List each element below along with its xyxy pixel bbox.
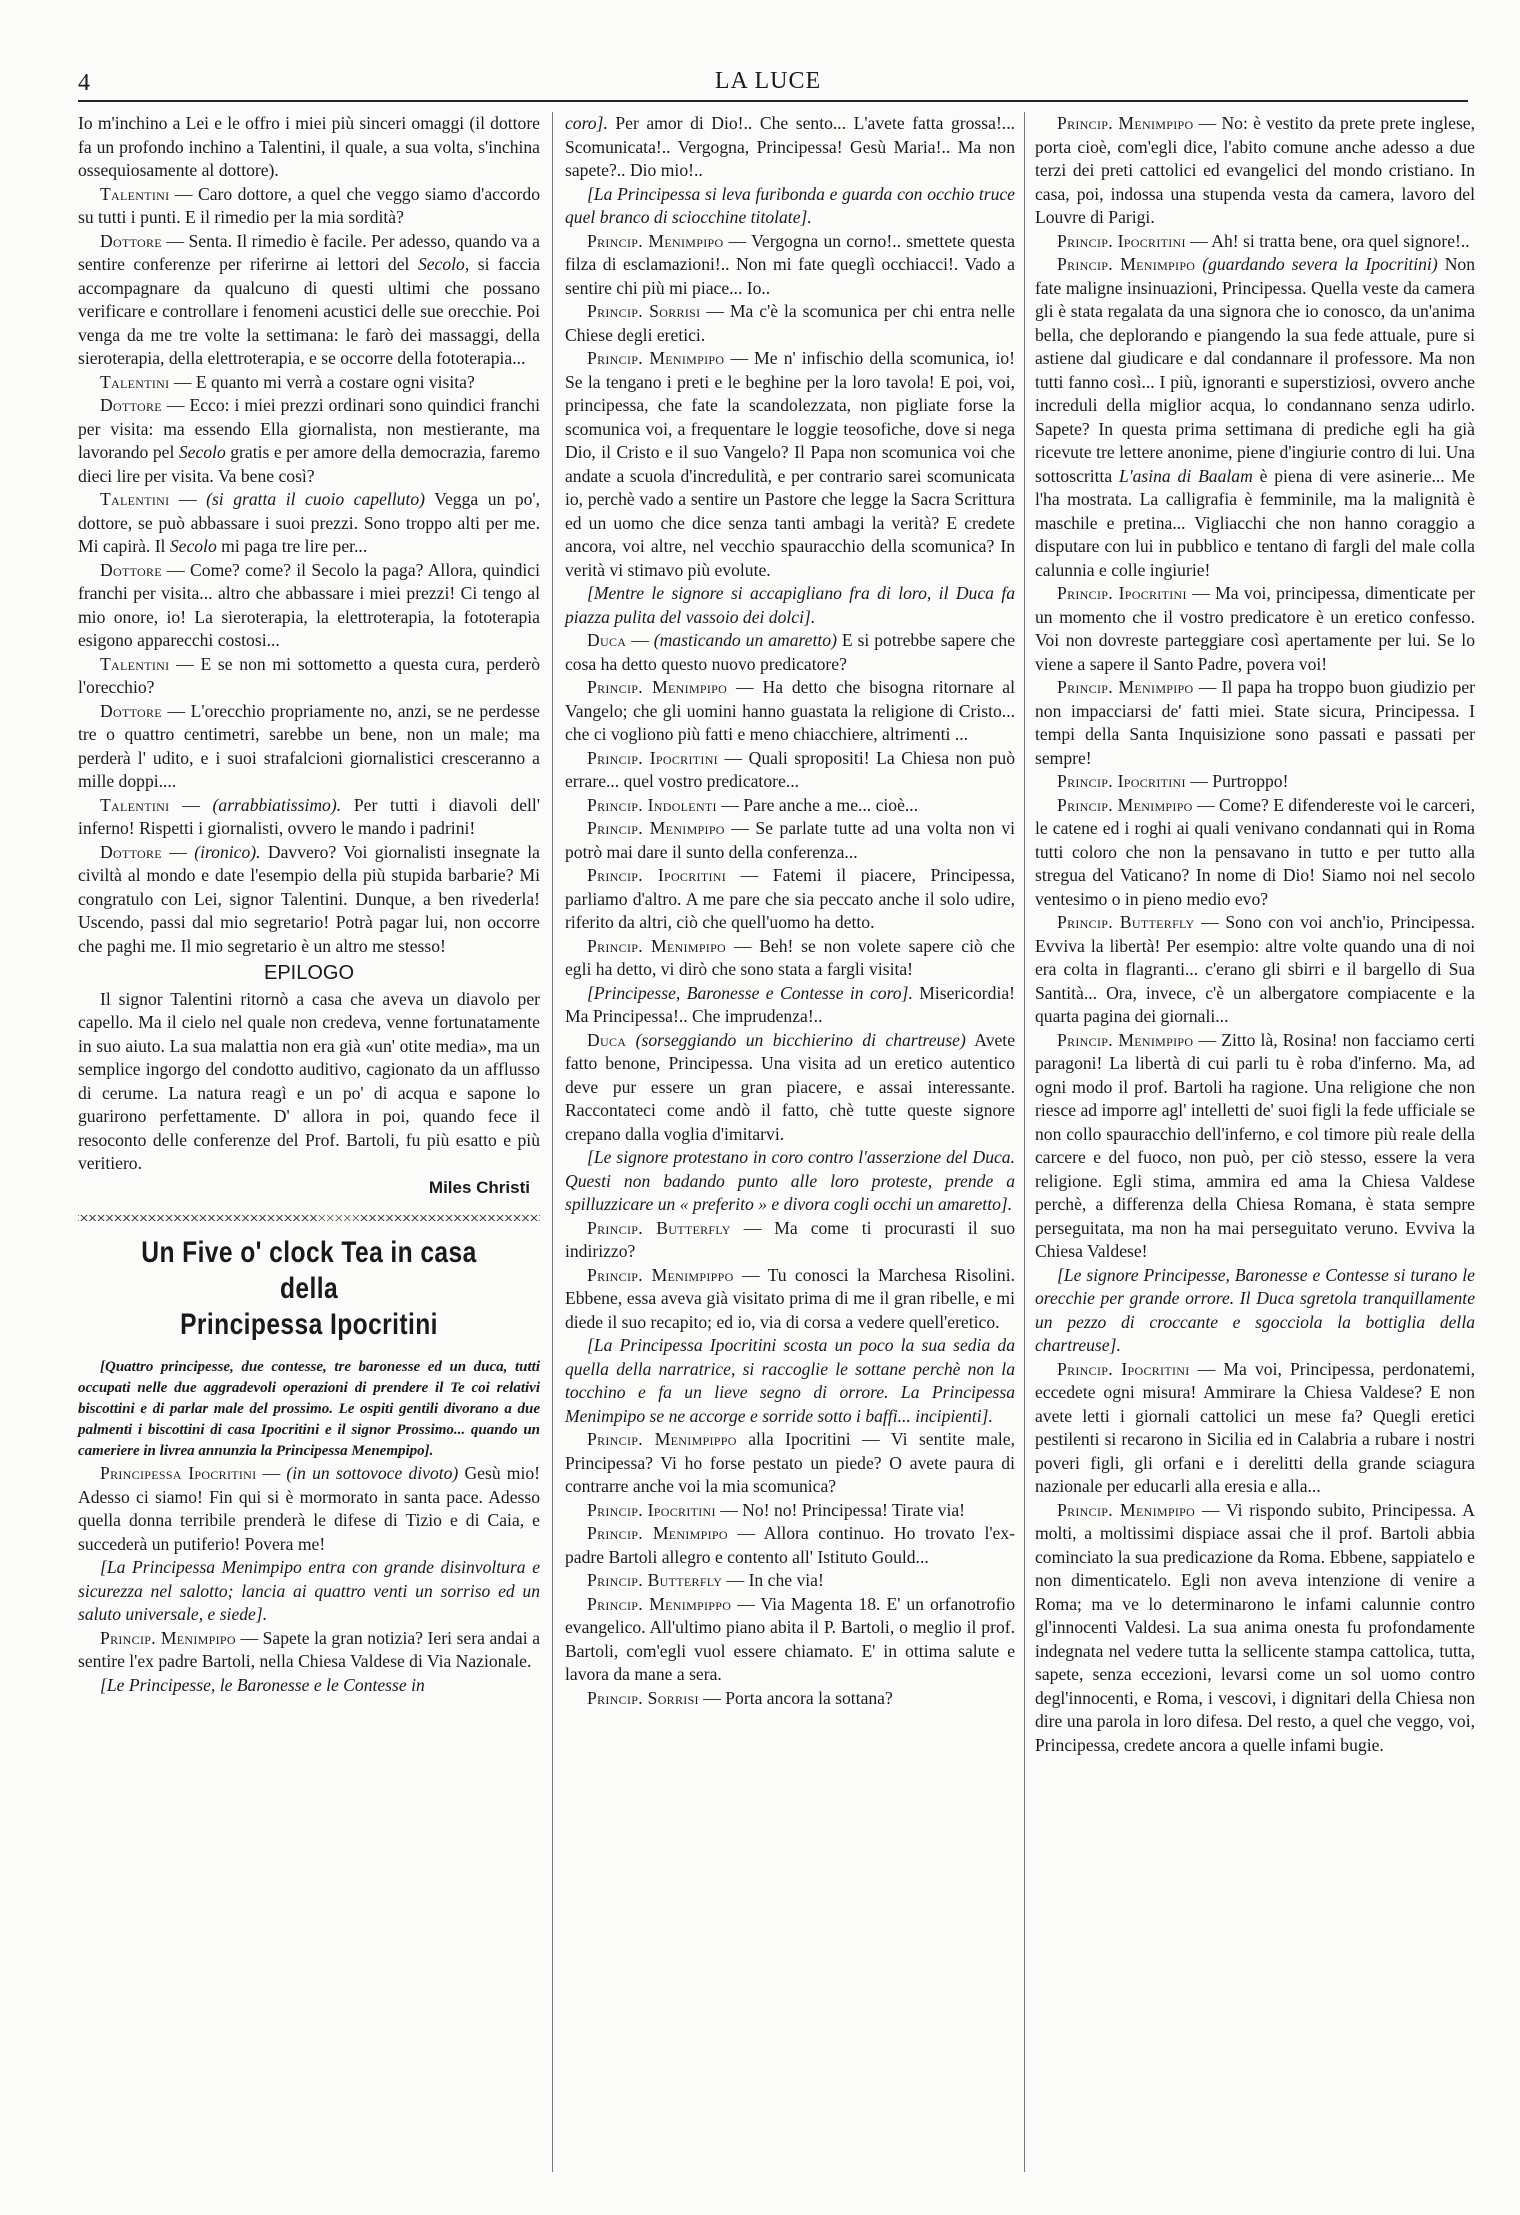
- article-title: [120, 1235, 499, 1343]
- speaker: Princip. Menimpippo: [587, 1429, 737, 1449]
- speaker: Dottore: [100, 700, 162, 721]
- stage-direction: [La Principessa Ipocritini scosta un poco la sua sedia da quella della narratrice, si raccoglie le sottane perchè non la tocchino e fa un lieve segno di orrore. La Principessa Menimpipo se ne accorge e sorride sotto i baffi... incipienti].: [565, 1335, 1015, 1426]
- speech: — Vergogna un corno!.. smettete questa filza di esclamazioni!.. Non mi fate queglì occhiacci!. Vado a sentire chi più mi piace... Io..: [565, 230, 1015, 298]
- speech: — Ma come ti procurasti il suo indirizzo?: [565, 1217, 1016, 1261]
- speaker: Princip. Ipocritini: [587, 747, 718, 768]
- speech: — Ah! si tratta bene, ora quel signore!..: [1185, 230, 1470, 251]
- speech: — E quanto mi verrà a costare ogni visita?: [169, 371, 475, 392]
- dialogue-line: [565, 1687, 1015, 1711]
- dialogue-line: [1035, 911, 1475, 1029]
- speaker: Princip. Ipocritini: [1057, 230, 1186, 251]
- speaker: Dottore: [100, 559, 162, 580]
- speech: — Vi rispondo subito, Principessa. A molti, a moltissimi dispiace assai che il prof. Bartoli abbia cominciato la sua predicazione da Roma. Ebbene, sappiatelo e non dimenticatelo. Egli non aveva intenzione di venire a Roma; ma ve lo determinarono le infami calunnie contro gl'innocenti Valdesi. La sua anima onesta fu profondamente indegnata nel vedere tutta la sellicente stampa cattolica, tutta, sapete, senza eccezioni, levarsi come un sol uomo contro degl'innocenti, e Roma, i vescovi, i dignitari della Chiesa non dire una parola in loro difesa. Del resto, a quel che veggo, voi, Principessa, credete ancora a quelle infami bugie.: [1035, 1499, 1476, 1755]
- speaker: Princip. Butterfly: [587, 1217, 731, 1238]
- speech: — Ma c'è la scomunica per chi entra nelle Chiese degli eretici.: [565, 301, 1015, 345]
- dialogue-line: [78, 653, 540, 700]
- stage-direction: [Mentre le signore si accapigliano fra di loro, il Duca fa piazza pulita del vassoio dei dolci].: [565, 583, 1015, 627]
- stage-direction: (sorseggiando un bicchierino di chartreuse): [635, 1029, 966, 1050]
- stage-direction: [Le signore Principesse, Baronesse e Contesse si turano le orecchie per grande orrore. Il Duca sgretola tranquillamente un pezzo di croccante e sgocciola la bottiglia della chartreuse].: [1035, 1264, 1475, 1355]
- dialogue-line: [565, 747, 1015, 794]
- speech: — Come? E difendereste voi le carceri, le catene ed i roghi ai quali venivano condannati qui in Roma tutti coloro che non la pensavano in tutto e per tutto alla stregua del Vaticano? In nome di Dio! Siamo noi nel secolo ventesimo o in pieno medio evo?: [1035, 794, 1475, 909]
- speech: gratis e per amore della democrazia, faremo dieci lire per visita. Va bene così?: [78, 442, 541, 486]
- speaker: Princip. Menimpipo: [1057, 1499, 1196, 1520]
- speaker: Talentini: [100, 183, 170, 204]
- speaker: Princip. Sorrisi: [587, 301, 701, 321]
- paragraph: Io m'inchino a Lei e le offro i miei più sinceri omaggi (il dottore fa un profondo inchino a Talentini, il quale, a sua volta, s'inchina ossequiosamente al dottore).: [78, 113, 540, 180]
- speech: — L'orecchio propriamente no, anzi, se ne perdesse tre o quattro centimetri, sarebbe un bene, non un male; ma perderà l' udito, e i suoi strafalcioni giornalistici cresceranno a mille doppi....: [78, 700, 540, 791]
- speech: — Il papa ha troppo buon giudizio per non impacciarsi de' fatti miei. State sicura, Principessa. I tempi della Santa Inquisizione sono passati e passati per sempre!: [1035, 677, 1475, 768]
- dialogue-line: [565, 676, 1015, 747]
- dialogue-line: [565, 1217, 1015, 1264]
- author-signature: Miles Christi: [428, 1177, 530, 1197]
- speaker: Duca: [587, 630, 627, 650]
- dialogue-line: [565, 794, 1015, 818]
- column-1: [78, 112, 540, 1697]
- speech: Per tutti i diavoli dell' inferno! Rispetti i giornalisti, ovvero le mando i padrini!: [78, 794, 540, 838]
- page-number: 4: [78, 70, 90, 96]
- speech: — Fatemi il piacere, Principessa, parliamo d'altro. A me pare che sia peccato anche il solo udire, riferito da altri, ciò che quell'uomo ha detto.: [565, 865, 1016, 932]
- speech: — Come? come? il Secolo la paga? Allora, quindici franchi per visita... altro che abbassare i miei prezzi! Ci tengo al mio onore, io! La sieroterapia, la elettroterapia, la fototerapia esigono apparecchi costosi...: [78, 559, 540, 650]
- dialogue-line: [565, 1499, 1015, 1523]
- stage-direction: [La Principessa si leva furibonda e guarda con occhio truce quel branco di sciocchine titolate].: [565, 183, 1015, 227]
- speaker: Princip. Menimpipo: [1057, 677, 1194, 697]
- dialogue-line: Principessa Ipocritini — (in un sottovoce divoto) Gesù mio! Adesso ci siamo! Fin qui si è mormorato in santa pace. Adesso quella donna terribile prenderà le difese di Tizio e di Caia, e succederà un putiferio! Povera me!: [78, 1463, 541, 1554]
- speech: Non fate maligne insinuazioni, Principessa. Quella veste da camera gli è stata regalata da una signora che io conosco, da un'anima bella, che deplorando e piangendo la sua fede attuale, pure si astiene dal giudicare e dal condannare il professore. Ma non tutti fanno così... I più, ignoranti e superstiziosi, ovvero anche increduli della miglior acqua, lo condannano senza udirlo. Sapete? In questa prima settimana di prediche egli ha già ricevute tre lettere anonime, piene d'ingiurie contro di lui. Una sottoscritta: [1035, 254, 1476, 486]
- dialogue-line: [565, 935, 1015, 982]
- speech: — Ha detto che bisogna ritornare al Vangelo; che gli uomini hanno guastata la religione di Cristo... che ci vogliono più fatti e meno chiacchiere, altrimenti ...: [565, 677, 1015, 744]
- stage-direction: coro].: [565, 113, 608, 133]
- speaker: Princip. Butterfly: [587, 1570, 723, 1590]
- wavy-divider: [78, 1211, 540, 1225]
- speaker: Princip. Menimpippo: [587, 1593, 732, 1614]
- speaker: Princip. Ipocritini: [1057, 1358, 1190, 1379]
- speech: — E se non mi sottometto a questa cura, perderò l'orecchio?: [78, 653, 540, 697]
- speaker: Principessa Ipocritini: [100, 1463, 257, 1483]
- dialogue-line: [1035, 1029, 1475, 1264]
- dialogue-line: [1035, 770, 1475, 794]
- masthead-title: LA LUCE: [714, 68, 822, 94]
- speech: , si faccia accompagnare da qualcuno di questi ultimi che possano verificare e controllare i fenomeni acustici delle sue orecchie. Poi venga da me tre volte la settimana: le farò dei massaggi, della sieroterapia, della elettroterapia, e se occorre della fototerapia...: [78, 254, 541, 368]
- dialogue-line: [565, 112, 1015, 183]
- speech: — Porta ancora la sottana?: [698, 1687, 893, 1708]
- stage-direction: (si gratta il cuoio capelluto): [206, 489, 426, 509]
- dialogue-line: [78, 371, 540, 395]
- dialogue-line: [1035, 112, 1475, 230]
- dialogue-line: [1035, 253, 1475, 582]
- epilogo-heading: EPILOGO: [263, 962, 355, 984]
- dialogue-line: Talentini — (arrabbiatissimo). Per tutti i diavoli dell' inferno! Rispetti i giornalisti, ovvero le mando i padrini!: [78, 794, 540, 838]
- dialogue-line: [78, 183, 540, 230]
- stage-direction: (masticando un amaretto): [653, 630, 837, 650]
- speaker: Princip. Ipocritini: [1057, 771, 1186, 791]
- speech: — No! no! Principessa! Tirate via!: [715, 1499, 966, 1520]
- newspaper-name: Secolo: [178, 442, 226, 462]
- dialogue-line: [1035, 1499, 1475, 1758]
- stage-direction: (in un sottovoce divoto): [286, 1463, 459, 1483]
- speech: Vegga un po', dottore, se può abbassare i suoi prezzi. Sono troppo alti per me. Mi capirà. Il: [78, 489, 541, 556]
- speech: — Zitto là, Rosina! non facciamo certi paragoni! La libertà di cui parli tu è roba d'inferno. Ma, ad ogni modo il prof. Bartoli ha ragione. Una religione che non riesce ad imporre agl' intelletti de' suoi figli la fede ufficiale se non collo spauracchio dell'inferno, e col timore più reale della carcere e del fuoco, non può, per ciò stesso, essere la vera religione. Egli stima, ammira ed ama la Chiesa Valdese perchè, a differenza della Chiesa Romana, è stata sempre perseguitata, ma non ha mai perseguitato veruno. Evviva la Chiesa Valdese!: [1035, 1029, 1476, 1261]
- speech: Per amor di Dio!.. Che sento... L'avete fatta grossa!... Scomunicata!.. Vergogna, Principessa! Gesù Maria!.. Ma non sapete?.. Dio mio!..: [565, 113, 1015, 180]
- speaker: Princip. Butterfly: [1057, 912, 1195, 932]
- speaker: Princip. Menimpipo: [1057, 794, 1193, 815]
- column-separator: [1024, 112, 1025, 2172]
- newspaper-name: Secolo: [417, 254, 465, 274]
- speaker: Princip. Menimpipo: [587, 1523, 728, 1543]
- speech: — Sapete la gran notizia? Ieri sera andai a sentire l'ex padre Bartoli, nella Chiesa Valdese di Via Nazionale.: [78, 1627, 540, 1671]
- article-title-line: Un Five o' clock Tea in casa della: [141, 1236, 477, 1305]
- speech: — Ma voi, principessa, dimenticate per un momento che il vostro predicatore è un eretico confesso. Voi non dovreste parteggiare così apertamente per lui. Se lo viene a sapere il Santo Padre, povera voi!: [1035, 583, 1475, 674]
- dialogue-line: [565, 1264, 1015, 1335]
- speech: — Senta. Il rimedio è facile. Per adesso, quando va a sentire conferenze per riferirne ai lettori del: [78, 230, 540, 274]
- dialogue-line: [78, 394, 540, 488]
- stage-direction: [La Principessa Menimpipo entra con grande disinvoltura e sicurezza nel salotto; lancia ai quattro venti un sorriso ed un saluto universale, e siede].: [78, 1557, 540, 1624]
- dialogue-line: [78, 700, 540, 794]
- speaker: Princip. Indolenti: [587, 794, 717, 815]
- stage-direction: [Le Principesse, le Baronesse e le Contesse in: [100, 1674, 425, 1695]
- dialogue-line: [565, 300, 1015, 347]
- stage-direction: (guardando severa la Ipocritini): [1202, 254, 1438, 274]
- speech: — Allora continuo. Ho trovato l'ex-padre Bartoli allegro e contento all' Istituto Gould...: [565, 1523, 1016, 1567]
- dialogue-line: Duca — (masticando un amaretto) E si potrebbe sapere che cosa ha detto questo nuovo predicatore?: [565, 630, 1016, 674]
- speech: E si potrebbe sapere che cosa ha detto questo nuovo predicatore?: [565, 630, 1016, 674]
- column-2: [565, 112, 1015, 1710]
- stage-direction: (arrabbiatissimo).: [212, 794, 342, 815]
- dialogue-line: [565, 817, 1015, 864]
- speaker: Dottore: [100, 230, 162, 251]
- dialogue-line: [1035, 230, 1475, 254]
- speaker: Princip. Menimpipo: [587, 935, 727, 956]
- dialogue-line: [565, 1593, 1015, 1687]
- speech: Avete fatto benone, Principessa. Una visita ad un eretico autentico deve pur essere un gran piacere, e assai interessante. Raccontateci come andò il fatto, chè tutte queste signore crepano dalla voglia d'imitarvi.: [565, 1029, 1016, 1144]
- speech: — Purtroppo!: [1185, 771, 1289, 791]
- column-separator: [552, 112, 553, 2172]
- dialogue-line: [565, 1522, 1015, 1569]
- dialogue-line: [78, 230, 540, 371]
- speech: — Ma voi, Principessa, perdonatemi, eccedete ogni misura! Ammirare la Chiesa Valdese? E non avete letti i giornali cattolici un mese fa? Quegli eretici pestilenti si recarono in Sicilia ed in Calabria a rubare i nostri poveri figli, gli orfani e i derelitti della grande sciagura nazionale per educarli alla eresia e alla...: [1035, 1358, 1475, 1496]
- header-rule: [78, 100, 1468, 102]
- speaker: Princip. Menimpipo: [1057, 113, 1194, 133]
- speaker: Princip. Menimpipo: [587, 818, 725, 838]
- speaker: Princip. Menimpipo: [100, 1627, 236, 1648]
- dialogue-line: Talentini — (si gratta il cuoio capelluto) Vegga un po', dottore, se può abbassare i suoi prezzi. Sono troppo alti per me. Mi capirà. Il Secolo mi paga tre lire per...: [78, 489, 541, 556]
- speaker: Princip. Ipocritini: [1057, 583, 1187, 603]
- stage-direction: [Principesse, Baronesse e Contesse in coro].: [587, 982, 913, 1003]
- article-title-line: Principessa Ipocritini: [180, 1308, 438, 1341]
- speech: — Quali spropositi! La Chiesa non può errare... quel vostro predicatore...: [565, 747, 1015, 791]
- speech: è piena di vere asinerie... Me l'ha mostrata. La calligrafia è femminile, ma la malignità è maschile e pretina... Vigliacchi che non hanno coraggio a disputare con lui in pubblico e tentano di fargli del male colla calunnia e colle ingiurie!: [1035, 465, 1475, 580]
- speaker: Princip. Menimpipo: [587, 677, 728, 697]
- speaker: Princip. Ipocritini: [587, 1499, 716, 1520]
- speaker: Talentini: [100, 371, 170, 392]
- dialogue-line: [78, 1627, 540, 1674]
- speech: — Via Magenta 18. E' un orfanotrofio evangelico. All'ultimo piano abita il P. Bartoli, o meglio il prof. Bartoli, com'egli vuol essere chiamato. E' in ottima salute e lavora da mane a sera.: [565, 1593, 1015, 1684]
- newspaper-name: Secolo: [169, 536, 217, 556]
- letter-signature: L'asina di Baalam: [1119, 465, 1253, 486]
- dialogue-line: [565, 1029, 1015, 1147]
- dialogue-line: [565, 982, 1015, 1029]
- speaker: Duca: [587, 1029, 627, 1050]
- dialogue-line: [1035, 794, 1475, 912]
- speech: Gesù mio! Adesso ci siamo! Fin qui si è mormorato in santa pace. Adesso quella donna terribile prenderà le difese di Tizio e di Caia, e succederà un putiferio! Povera me!: [78, 1463, 541, 1554]
- stage-direction: (ironico).: [194, 841, 261, 862]
- speaker: Princip. Menimpipo: [1057, 254, 1196, 274]
- speech: mi paga tre lire per...: [216, 536, 368, 556]
- speaker: Princip. Menimpippo: [587, 1264, 734, 1285]
- speaker: Dottore: [100, 395, 162, 415]
- speaker: Princip. Sorrisi: [587, 1687, 699, 1708]
- stage-direction: [Le signore protestano in coro contro l'asserzione del Duca. Questi non badando punto alle loro proteste, prende a spilluzzicare un « preferito » e divora cogli occhi un amaretto].: [565, 1147, 1015, 1214]
- page-header: [78, 64, 1458, 98]
- speaker: Princip. Menimpipo: [587, 348, 725, 368]
- paragraph: Il signor Talentini ritornò a casa che aveva un diavolo per capello. Ma il cielo nel quale non credeva, venne fortunatamente in suo aiuto. La sua malattia non era già «un' otite media», ma un semplice ingorgo del condotto auditivo, cagionato da un afflusso di cerume. La natura reagì e un po' di acqua e sapone lo guarirono perfettamente. D' allora in poi, quando fece il resoconto delle conferenze del Prof. Bartoli, fu più esatto e più veritiero.: [78, 988, 540, 1173]
- dialogue-line: [1035, 1358, 1475, 1499]
- column-3: [1035, 112, 1475, 1757]
- speaker: Talentini: [100, 653, 170, 674]
- speaker: Talentini: [100, 794, 170, 815]
- dialogue-line: [565, 347, 1015, 582]
- dialogue-line: [565, 1428, 1015, 1499]
- speech: — Beh! se non volete sapere ciò che egli ha detto, vi dirò che sono stata a fargli visita!: [565, 935, 1015, 979]
- speech: — Se parlate tutte ad una volta non vi potrò mai dare il sunto della conferenza...: [565, 818, 1015, 862]
- speech: Davvero? Voi giornalisti insegnate la civiltà al mondo e date l'esempio della più stupida barbarie? Mi congratulo con Lei, signor Talentini. Dunque, a ben rivederla! Uscendo, passi dal mio segretario! Potrà pagar lui, non occorre che paghi me. Il mio segretario è un altro me stesso!: [78, 841, 540, 956]
- speech: Misericordia! Ma Principessa!.. Che imprudenza!..: [565, 982, 1015, 1026]
- speaker: Dottore: [100, 841, 162, 862]
- article-summary: [Quattro principesse, due contesse, tre baronesse ed un duca, tutti occupati nelle due aggradevoli operazioni di prendere il Te coi relativi biscottini e di parlar male del prossimo. Le ospiti gentili divorano a due palmenti i biscottini di casa Ipocritini e il signor Prossimo... quando un cameriere in livrea annunzia la Principessa Menempipo].: [78, 1359, 540, 1459]
- dialogue-line: [565, 1569, 1015, 1593]
- speaker: Princip. Menimpipo: [587, 230, 724, 251]
- speech: — Tu conosci la Marchesa Risolini. Ebbene, essa aveva già visitato prima di me il gran ribelle, e mi diede il suo recapito; ed io, via di corsa a vedere quell'eretico.: [565, 1264, 1015, 1332]
- dialogue-line: [565, 864, 1015, 935]
- dialogue-line: Dottore — (ironico). Davvero? Voi giornalisti insegnate la civiltà al mondo e date l'esempio della più stupida barbarie? Mi congratulo con Lei, signor Talentini. Dunque, a ben rivederla! Uscendo, passi dal mio segretario! Potrà pagar lui, non occorre che paghi me. Il mio segretario è un altro me stesso!: [78, 841, 540, 956]
- speech: — Ecco: i miei prezzi ordinari sono quindici franchi per visita: ma essendo Ella giornalista, non mestierante, ma lavorando pel: [78, 395, 540, 462]
- speech: — Sono con voi anch'io, Principessa. Evviva la libertà! Per esempio: altre volte quando una di noi era colta in flagranti... c'erano gli sbirri e il bargello di Sua Santità... Ora, invece, c'è un albergatore compiacente e la quarta pagina dei giornali...: [1035, 912, 1475, 1026]
- speech: — No: è vestito da prete prete inglese, porta cioè, com'egli dice, l'abito comune anche adesso a due terzi dei preti cattolici ed evangelici del mondo cristiano. In casa, poi, indossa una stupenda vesta da camera, lavoro del Louvre di Parigi.: [1035, 113, 1475, 227]
- speech: — Me n' infischio della scomunica, io! Se la tengano i preti e le beghine per la loro tavola! E poi, voi, principessa, che fate la scandolezzata, non pigliate forse la scomunica voi, a frequentare le loggie teosofiche, dove si nega Dio, il Cristo e il suo Vangelo? Il Papa non scomunica voi che andate a scuola d'incredulità, e per contrario sarei scomunicata io, perchè vado a sentire un Pastore che legge la Sacra Scrittura ed un uomo che dice senza tanti ambagi la verità? E credete ancora, voi altre, nel vecchio spauracchio della scomunica? In verità vi stimavo più evolute.: [565, 348, 1015, 580]
- speech: — Caro dottore, a quel che veggo siamo d'accordo su tutti i punti. E il rimedio per la mia sordità?: [78, 183, 540, 227]
- speaker: Princip. Ipocritini: [587, 865, 727, 885]
- dialogue-line: [1035, 582, 1475, 676]
- speech: alla Ipocritini — Vi sentite male, Principessa? Vi ho forse pestato un piede? O avete paura di contrarre anche voi la mia scomunica?: [565, 1429, 1015, 1496]
- dialogue-line: [1035, 676, 1475, 770]
- speaker: Princip. Menimpipo: [1057, 1029, 1194, 1050]
- speaker: Talentini: [100, 489, 170, 509]
- speech: — In che via!: [722, 1570, 824, 1590]
- speech: — Pare anche a me... cioè...: [716, 794, 919, 815]
- dialogue-line: [78, 559, 540, 653]
- dialogue-line: [565, 230, 1015, 301]
